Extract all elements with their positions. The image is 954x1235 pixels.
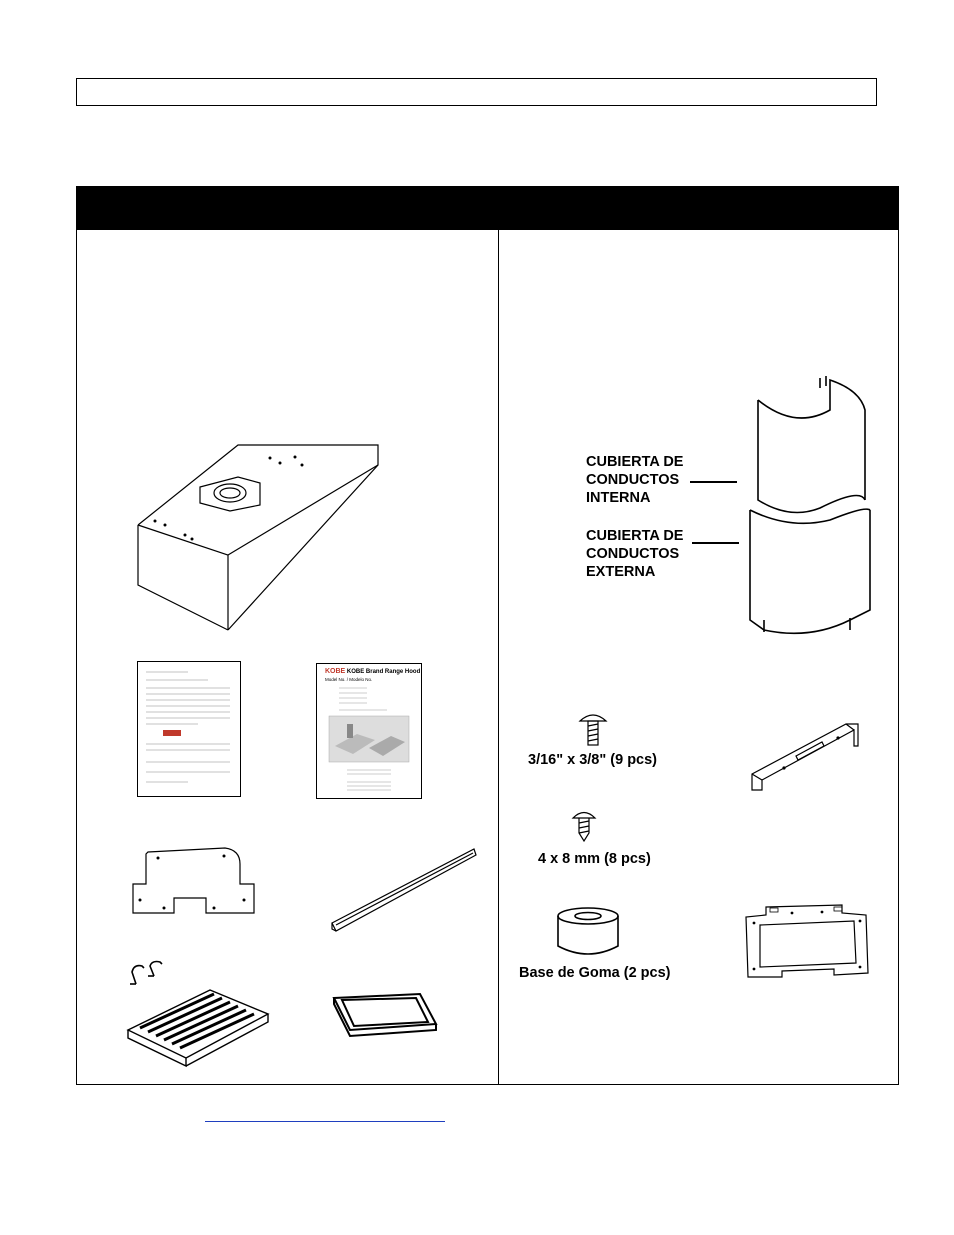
rubber-base-label: Base de Goma (2 pcs) [519, 965, 671, 981]
large-screw-label: 3/16" x 3/8" (9 pcs) [528, 752, 658, 768]
inner-cover-label-line1: CUBIERTA DE [586, 454, 684, 470]
website-link-underline[interactable] [205, 1121, 445, 1122]
outer-cover-label [586, 527, 683, 581]
manual-brand: KOBE [325, 668, 346, 675]
gasket-plate-illustration [742, 903, 872, 981]
manual-title: KOBE Brand Range Hood [346, 669, 421, 675]
duct-covers-illustration [740, 370, 880, 640]
inner-cover-label-line2: CONDUCTOS [586, 472, 680, 488]
mounting-bracket-illustration [746, 718, 861, 793]
outer-cover-leader-line [692, 542, 739, 544]
outer-cover-label-line1: CUBIERTA DE [586, 528, 684, 544]
header-box [76, 78, 877, 106]
instruction-manual-illustration [316, 663, 422, 799]
grease-filter-illustration [122, 958, 272, 1073]
inner-cover-leader-line [690, 481, 737, 483]
filter-rail-illustration [328, 845, 478, 935]
registration-card-illustration [137, 661, 241, 797]
table-header-bar [76, 186, 899, 230]
inner-cover-label-line3: INTERNA [586, 490, 651, 506]
range-hood-illustration [130, 425, 390, 625]
manual-subtitle: Model No. / Modelo No. [325, 677, 373, 682]
large-screw-icon [578, 711, 608, 747]
damper-plate-illustration [130, 840, 260, 920]
column-divider [498, 230, 499, 1085]
small-screw-icon [571, 809, 597, 843]
filter-frame-illustration [330, 990, 440, 1040]
small-screw-label: 4 x 8 mm (8 pcs) [538, 851, 651, 867]
outer-cover-label-line2: CONDUCTOS [586, 546, 680, 562]
inner-cover-label [586, 453, 683, 507]
rubber-base-illustration [554, 906, 622, 958]
outer-cover-label-line3: EXTERNA [586, 564, 656, 580]
